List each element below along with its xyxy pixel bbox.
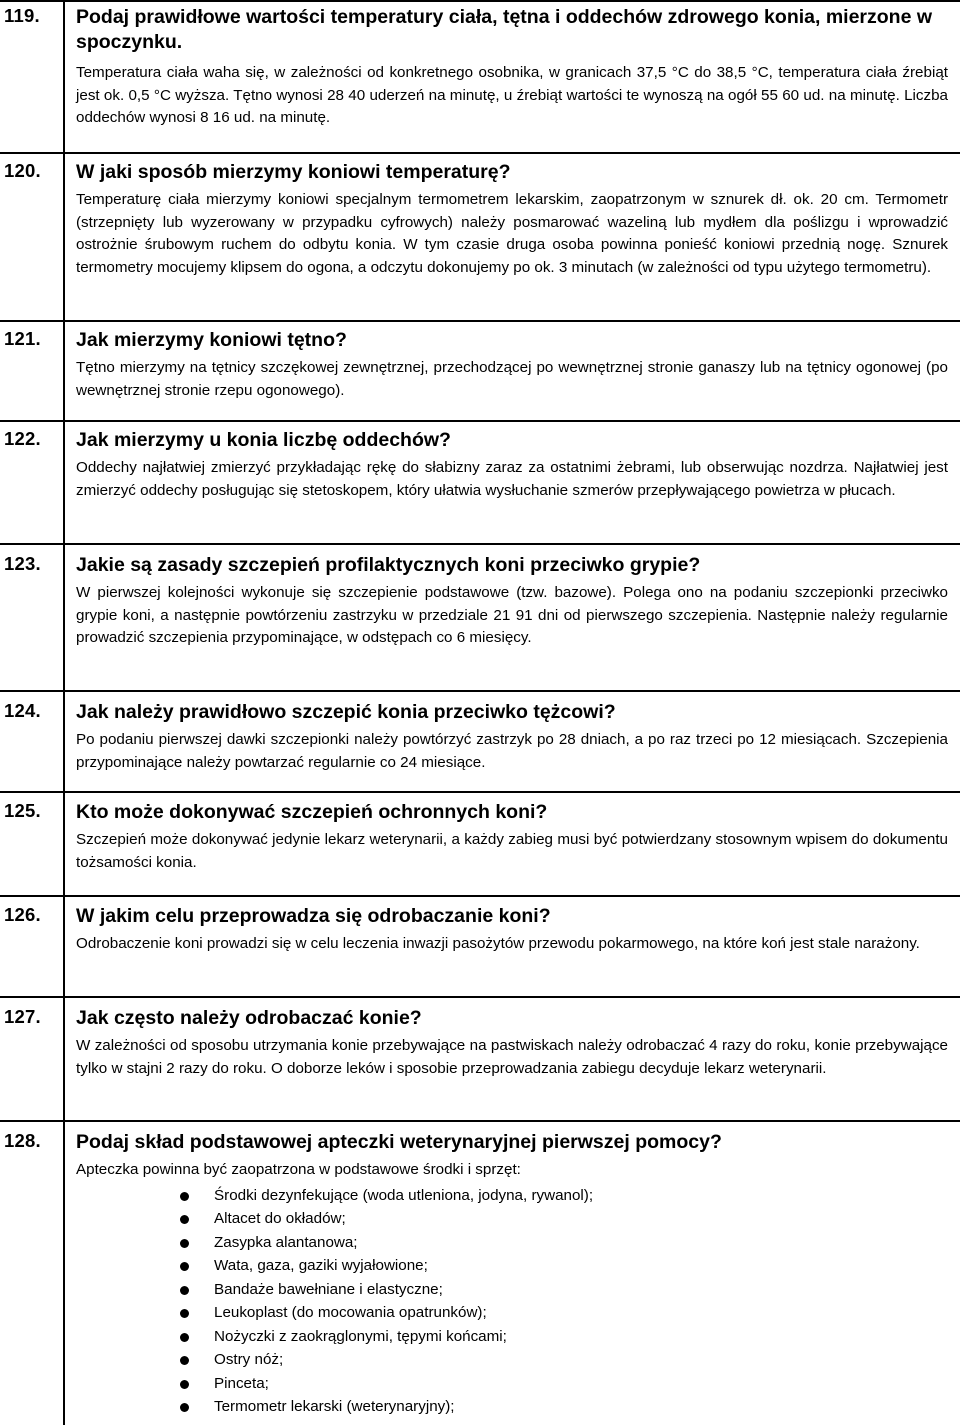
bullet-icon [180,1403,189,1412]
bullet-icon [180,1192,189,1201]
question-text: Jak mierzymy koniowi tętno? [76,329,347,351]
answer-text: Po podaniu pierwszej dawki szczepionki należy powtórzyć zastrzyk po 28 dniach, a po raz trzeci po 12 miesiącach. Szczepienia przypominające należy powtarzać regularnie co 24 miesiące. [76,731,948,771]
bullet-icon [180,1262,189,1271]
item-number: 127. [4,1006,41,1027]
item-content [76,553,948,650]
row-divider [0,690,960,692]
bullet-icon [180,1333,189,1342]
item-content [76,428,948,502]
row-divider [0,320,960,322]
list-item: Altacet do okładów; [76,1207,948,1231]
question-text: Kto może dokonywać szczepień ochronnych koni? [76,801,548,823]
item-number: 122. [4,428,41,449]
answer-text: W pierwszej kolejności wykonuje się szczepienie podstawowe (tzw. bazowe). Polega ono na podaniu szczepionki przeciwko grypie koni, a następnie powtórzeniu zastrzyku w przedziale 21 91 dni od pierwszego szczepienia. Następnie należy regularnie prowadzić szczepienia przypominające, w odstępach co 6 miesięcy. [76,584,948,646]
list-item: Bandaże bawełniane i elastyczne; [76,1278,948,1302]
item-number: 123. [4,553,41,574]
answer-text: Szczepień może dokonywać jedynie lekarz weterynarii, a każdy zabieg musi być potwierdzany stosownym wpisem do dokumentu tożsamości konia. [76,831,948,871]
list-item: Termometr lekarski (weterynaryjny); [76,1395,948,1419]
item-content [76,328,948,402]
row-divider [0,1120,960,1122]
row-divider [0,895,960,897]
list-item: Leukoplast (do mocowania opatrunków); [76,1301,948,1325]
item-number: 124. [4,700,41,721]
question-text: Jak należy prawidłowo szczepić konia przeciwko tężcowi? [76,701,616,723]
row-divider [0,420,960,422]
item-number: 128. [4,1130,41,1151]
answer-text: Oddechy najłatwiej zmierzyć przykładając rękę do słabizny zaraz za ostatnimi żebrami, lub obserwując nozdrza. Najłatwiej jest zmierzyć oddechy posługując się stetoskopem, który ułatwia wysłuchanie szmerów przepływającego powietrza w płucach. [76,459,948,499]
list-item: Ostry nóż; [76,1348,948,1372]
item-number: 120. [4,160,41,181]
item-content [76,1006,948,1080]
bullet-icon [180,1356,189,1365]
row-divider [0,996,960,998]
row-divider [0,152,960,154]
question-text: W jaki sposób mierzymy koniowi temperaturę? [76,161,511,183]
item-number: 125. [4,800,41,821]
question-text: W jakim celu przeprowadza się odrobaczanie koni? [76,905,551,927]
row-divider [0,543,960,545]
item-number: 126. [4,904,41,925]
bullet-icon [180,1380,189,1389]
item-content [76,800,948,874]
answer-text: Temperaturę ciała mierzymy koniowi specjalnym termometrem lekarskim, zaopatrzonym w sznurek dł. ok. 20 cm. Termometr (strzepnięty lub wyzerowany w przypadku cyfrowych) należy posmarować wazeliną lub mydłem dla poślizgu i wprowadzić ostrożnie śrubowym ruchem do odbytu konia. W tym czasie druga osoba powinna ponieść koniowi przednią nogę. Sznurek termometry mocujemy klipsem do ogona, a odczytu dokonujemy po ok. 3 minutach (w zależności od typu użytego termometru). [76,191,948,276]
list-item: Wata, gaza, gaziki wyjałowione; [76,1254,948,1278]
bullet-icon [180,1239,189,1248]
answer-text: W zależności od sposobu utrzymania konie przebywające na pastwiskach należy odrobaczać 4 razy do roku, konie przebywające tylko w stajni 2 razy do roku. O doborze leków i sposobie przeprowadzania zabiegu decyduje lekarz weterynarii. [76,1037,948,1077]
bullet-icon [180,1286,189,1295]
row-divider [0,791,960,793]
answer-text: Apteczka powinna być zaopatrzona w podstawowe środki i sprzęt: [76,1161,521,1178]
item-content [76,160,948,279]
answer-text: Temperatura ciała waha się, w zależności od konkretnego osobnika, w granicach 37,5 °C do 38,5 °C, temperatura ciała źrebiąt jest ok. 0,5 °C wyższa. Tętno wynosi 28 40 uderzeń na minutę, u źrebiąt wartości te wynoszą na ogół 55 60 ud. na minutę. Liczba oddechów wynosi 8 16 ud. na minutę. [76,64,948,126]
question-text: Jak często należy odrobaczać konie? [76,1007,422,1029]
bullet-icon [180,1215,189,1224]
item-content [76,1130,948,1419]
item-number: 119. [4,5,40,26]
list-item: Środki dezynfekujące (woda utleniona, jodyna, rywanol); [76,1184,948,1208]
question-text: Jakie są zasady szczepień profilaktycznych koni przeciwko grypie? [76,554,701,576]
answer-text: Odrobaczenie koni prowadzi się w celu leczenia inwazji pasożytów przewodu pokarmowego, na które koń jest stale narażony. [76,935,920,952]
item-content [76,700,948,774]
question-text: Jak mierzymy u konia liczbę oddechów? [76,429,451,451]
column-divider [63,0,65,1425]
list-item: Zasypka alantanowa; [76,1231,948,1255]
answer-text: Tętno mierzymy na tętnicy szczękowej zewnętrznej, przechodzącej po wewnętrznej stronie ganaszy lub na tętnicy ogonowej (po wewnętrznej stronie rzepu ogonowego). [76,359,948,399]
list-item: Pinceta; [76,1372,948,1396]
bullet-icon [180,1309,189,1318]
item-number: 121. [4,328,41,349]
question-text: Podaj prawidłowe wartości temperatury ciała, tętna i oddechów zdrowego konia, mierzone w spoczynku. [76,6,933,53]
list-item: Nożyczki z zaokrąglonymi, tępymi końcami; [76,1325,948,1349]
first-aid-kit-list [76,1184,948,1419]
question-text: Podaj skład podstawowej apteczki weterynaryjnej pierwszej pomocy? [76,1131,722,1153]
row-divider [0,0,960,2]
item-content [76,904,948,956]
item-content [76,5,948,130]
